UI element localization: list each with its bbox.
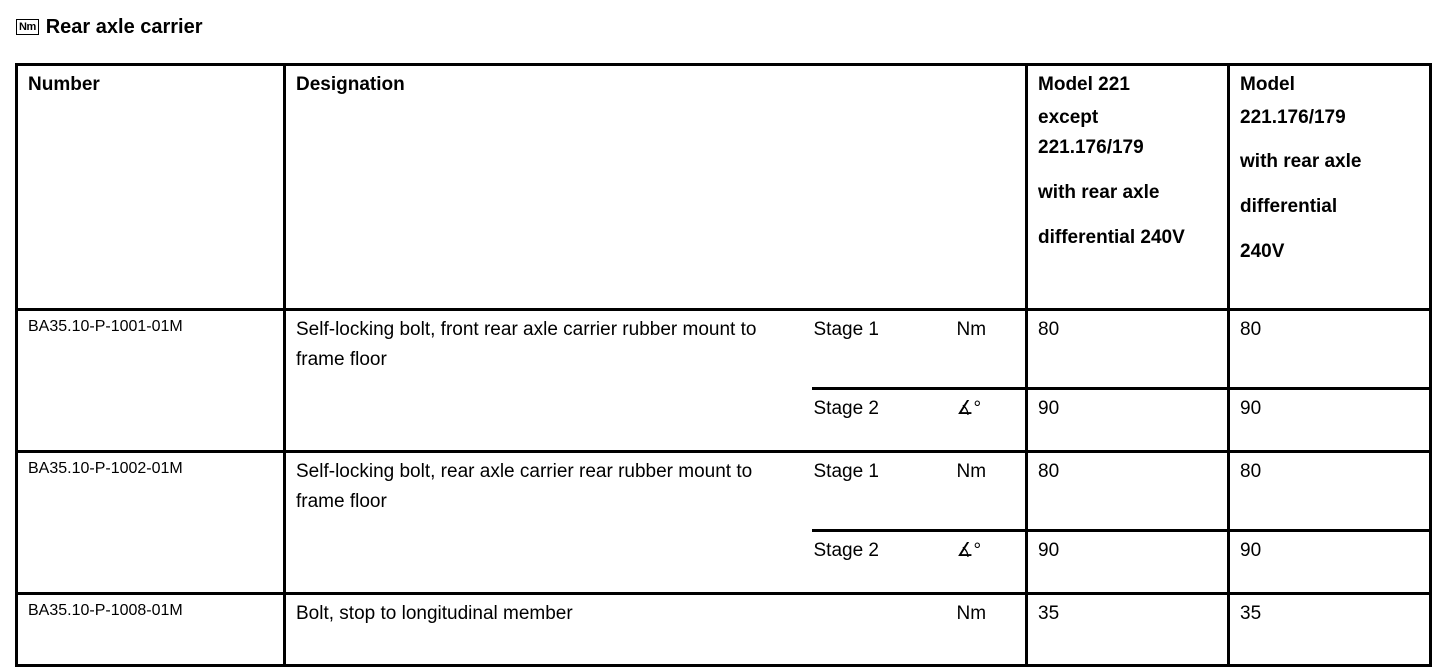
header-model-221-176-line: 240V: [1240, 241, 1285, 262]
unit-label: Nm: [947, 452, 1027, 531]
header-model-221-176-line: with rear axle: [1240, 151, 1362, 172]
header-model-221-176-line: Model: [1240, 74, 1295, 95]
torque-nm-icon: Nm: [16, 19, 39, 35]
header-model-221-176-line: differential: [1240, 196, 1338, 217]
value-model-221: 80: [1027, 452, 1229, 531]
value-model-221-176: 80: [1229, 452, 1431, 531]
stage-label: Stage 2: [812, 389, 947, 452]
table-row: [17, 594, 1431, 666]
value-model-221: 90: [1027, 531, 1229, 594]
unit-label: ∡°: [947, 389, 1027, 452]
stage-label: Stage 1: [812, 310, 947, 389]
header-model-221-line: 221.176/179: [1038, 137, 1144, 158]
header-model-221-176: [1229, 65, 1431, 310]
unit-label: ∡°: [947, 531, 1027, 594]
value-model-221: 35: [1027, 594, 1229, 666]
header-row: [17, 65, 1431, 310]
value-model-221-176: 90: [1229, 389, 1431, 452]
section-title: Rear axle carrier: [45, 15, 203, 38]
header-model-221-176-line: 221.176/179: [1240, 107, 1346, 128]
header-designation: Designation: [285, 65, 1027, 310]
value-model-221-176: 90: [1229, 531, 1431, 594]
torque-table: [15, 63, 1432, 667]
section-heading: [16, 13, 203, 41]
designation: Self-locking bolt, rear axle carrier rear rubber mount to frame floor: [285, 452, 812, 594]
designation: Self-locking bolt, front rear axle carrier rubber mount to frame floor: [285, 310, 812, 452]
value-model-221-176: 80: [1229, 310, 1431, 389]
stage-label: [812, 594, 947, 666]
header-model-221-line: except: [1038, 107, 1099, 128]
header-model-221: [1027, 65, 1229, 310]
header-model-221-line: differential 240V: [1038, 227, 1185, 248]
header-number: Number: [17, 65, 285, 310]
part-number: BA35.10-P-1008-01M: [17, 594, 285, 666]
unit-label: Nm: [947, 594, 1027, 666]
part-number: BA35.10-P-1002-01M: [17, 452, 285, 594]
table-row: [17, 310, 1431, 389]
value-model-221: 80: [1027, 310, 1229, 389]
part-number: BA35.10-P-1001-01M: [17, 310, 285, 452]
value-model-221: 90: [1027, 389, 1229, 452]
stage-label: Stage 2: [812, 531, 947, 594]
designation: Bolt, stop to longitudinal member: [285, 594, 812, 666]
unit-label: Nm: [947, 310, 1027, 389]
header-model-221-line: Model 221: [1038, 74, 1130, 95]
value-model-221-176: 35: [1229, 594, 1431, 666]
table-row: [17, 452, 1431, 531]
stage-label: Stage 1: [812, 452, 947, 531]
header-model-221-line: with rear axle: [1038, 182, 1160, 203]
